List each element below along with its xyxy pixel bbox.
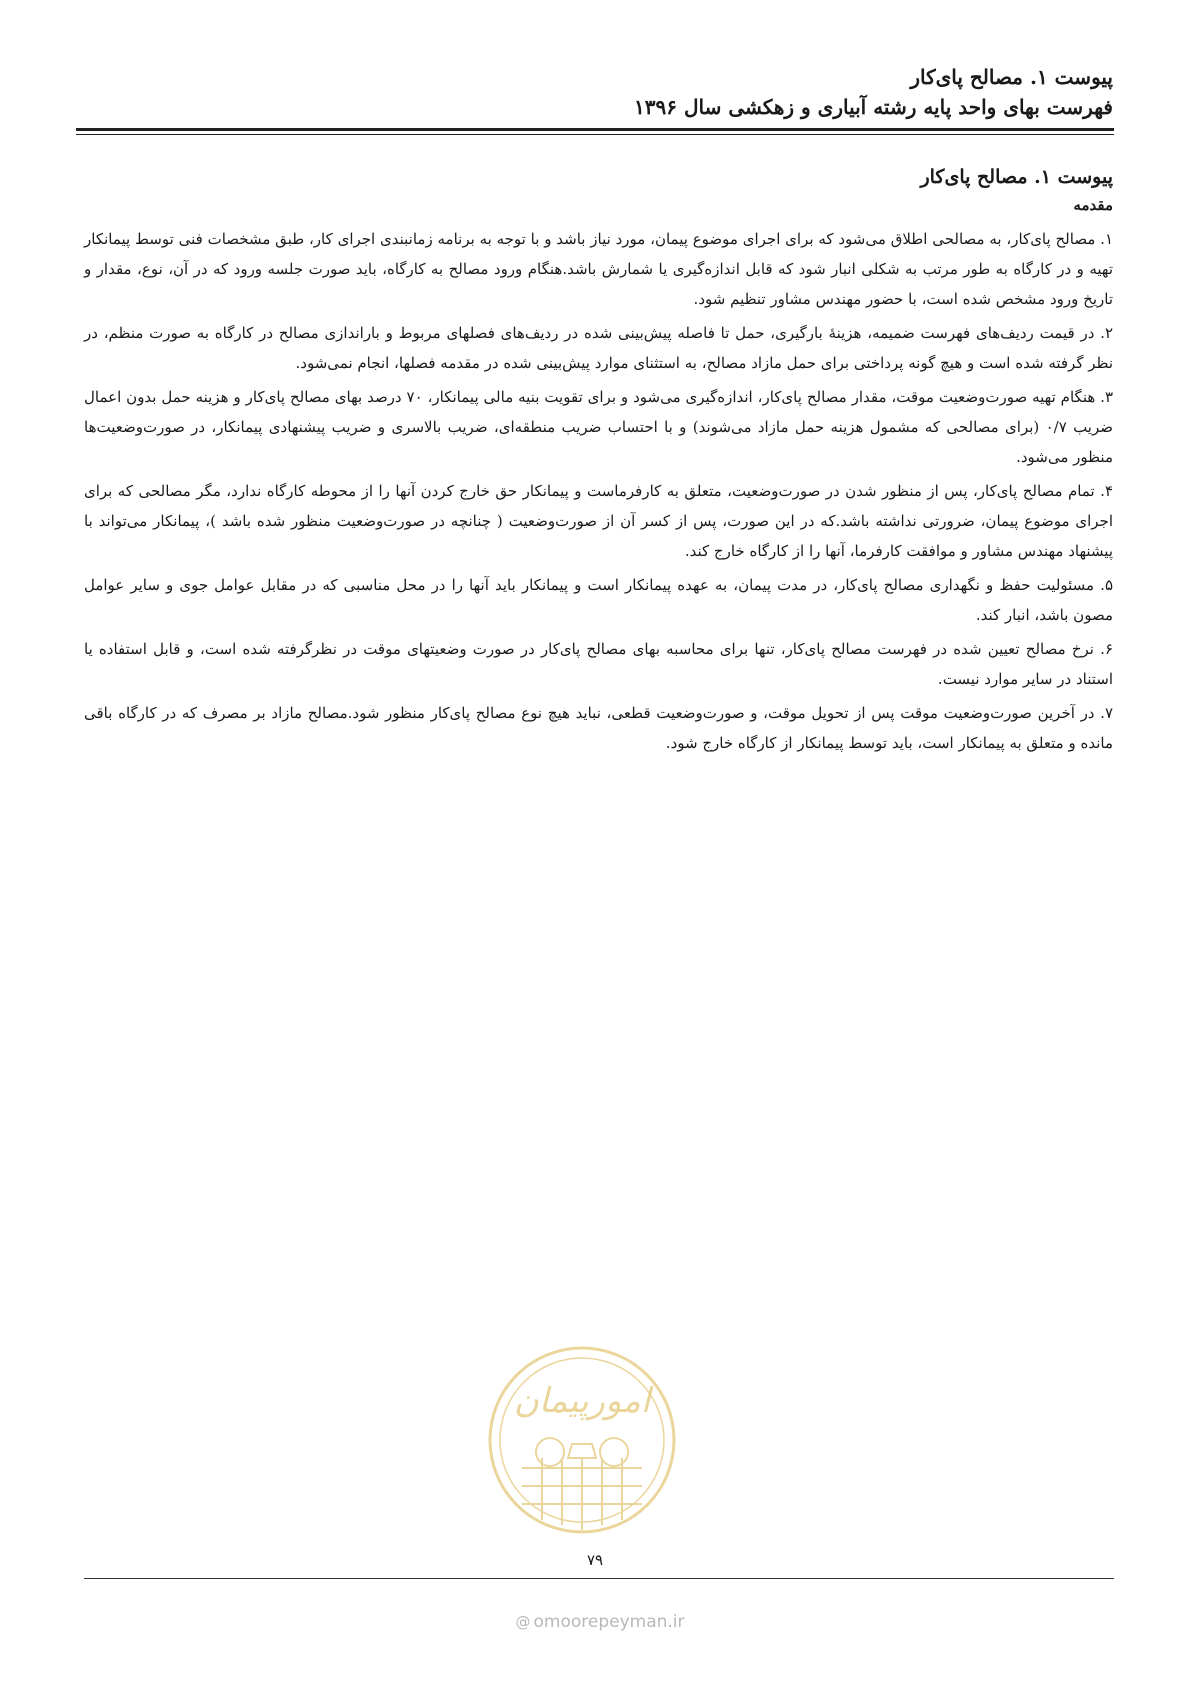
header-divider-thick bbox=[76, 128, 1114, 131]
page-header bbox=[73, 62, 1113, 122]
paragraph-1: ۱. مصالح پای‌کار، به مصالحی اطلاق می‌شود که برای اجرای موضوع پیمان، مورد نیاز باشد و با توجه به برنامه زمانبندی اجرای کار، طبق مشخصات فنی توسط پیمانکار تهیه و در کارگاه به طور مرتب به شکلی انبار شود که قابل اندازه‌گیری یا شمارش باشد.هنگام ورود مصالح به کارگاه، باید صورت جلسه ورود که در آن، نوع، مقدار و تاریخ ورود مشخص شده است، با حضور مهندس مشاور تنظیم شود. bbox=[84, 230, 1113, 308]
paragraph-6: ۶. نرخ مصالح تعیین شده در فهرست مصالح پای‌کار، تنها برای محاسبه بهای مصالح پای‌کار در صورت وضعیتهای موقت در نظرگرفته شده است، و قابل استفاده یا استناد در سایر موارد نیست. bbox=[84, 640, 1113, 688]
footer-site-watermark bbox=[480, 1610, 720, 1634]
paragraph-2: ۲. در قیمت ردیف‌های فهرست ضمیمه، هزینهٔ بارگیری، حمل تا فاصله پیش‌بینی شده در ردیف‌های فصلهای مربوط و باراندازی مصالح در کارگاه به صورت منظم، در نظر گرفته شده است و هیچ گونه پرداختی برای حمل مازاد مصالح، به استثنای موارد پیش‌بینی شده در مقدمه فصلها، انجام نمی‌شود. bbox=[84, 324, 1113, 372]
page-number: ۷۹ bbox=[586, 1551, 604, 1569]
watermark-seal-icon bbox=[482, 1340, 682, 1540]
footer-site-text: omoorepeyman.ir bbox=[533, 1612, 685, 1632]
watermark-logo-text: امورپیمان bbox=[513, 1381, 651, 1421]
paragraph-5: ۵. مسئولیت حفظ و نگهداری مصالح پای‌کار، در مدت پیمان، به عهده پیمانکار است و پیمانکار باید آنها را در محل مناسبی که در مقابل عوامل جوی و سایر عوامل مصون باشد، انبار کند. bbox=[84, 576, 1113, 624]
header-divider-thin bbox=[76, 134, 1114, 135]
section-title: پیوست ۱. مصالح پای‌کار bbox=[920, 166, 1113, 188]
section-subtitle: مقدمه bbox=[1073, 196, 1113, 214]
paragraph-3: ۳. هنگام تهیه صورت‌وضعیت موقت، مقدار مصالح پای‌کار، اندازه‌گیری می‌شود و برای تقویت بنیه مالی پیمانکار، ۷۰ درصد بهای مصالح پای‌کار و هزینه حمل بدون اعمال ضریب ۰/۷ (برای مصالحی که مشمول هزینه حمل مازاد می‌شوند) و با احتساب ضریب منطقه‌ای، ضریب بالاسری و ضریب پیشنهادی پیمانکار، در صورت‌وضعیت‌ها منظور می‌شود. bbox=[84, 388, 1114, 466]
footer-divider bbox=[84, 1578, 1114, 1579]
header-document-title: فهرست بهای واحد پایه رشته آبیاری و زهکشی سال ۱۳۹۶ bbox=[634, 95, 1113, 119]
header-appendix-title: پیوست ۱. مصالح پای‌کار bbox=[910, 65, 1113, 89]
paragraph-7: ۷. در آخرین صورت‌وضعیت موقت پس از تحویل موقت، و صورت‌وضعیت قطعی، نباید هیچ نوع مصالح پای‌کار منظور شود.مصالح مازاد بر مصرف که در کارگاه باقی مانده و متعلق به پیمانکار است، باید توسط پیمانکار از کارگاه خارج شود. bbox=[84, 704, 1113, 752]
at-sign-icon: @ bbox=[515, 1613, 531, 1631]
main-content bbox=[84, 162, 1113, 762]
paragraph-4: ۴. تمام مصالح پای‌کار، پس از منظور شدن در صورت‌وضعیت، متعلق به کارفرماست و پیمانکار حق خارج کردن آنها را از محوطه کارگاه ندارد، مگر مصالحی که برای اجرای موضوع پیمان، ضرورتی نداشته باشد.که در این صورت، پس از کسر آن از صورت‌وضعیت ( چنانچه در صورت‌وضعیت منظور شده باشد )، پیمانکار می‌تواند با پیشنهاد مهندس مشاور و موافقت کارفرما، آنها را از کارگاه خارج کند. bbox=[84, 482, 1113, 560]
